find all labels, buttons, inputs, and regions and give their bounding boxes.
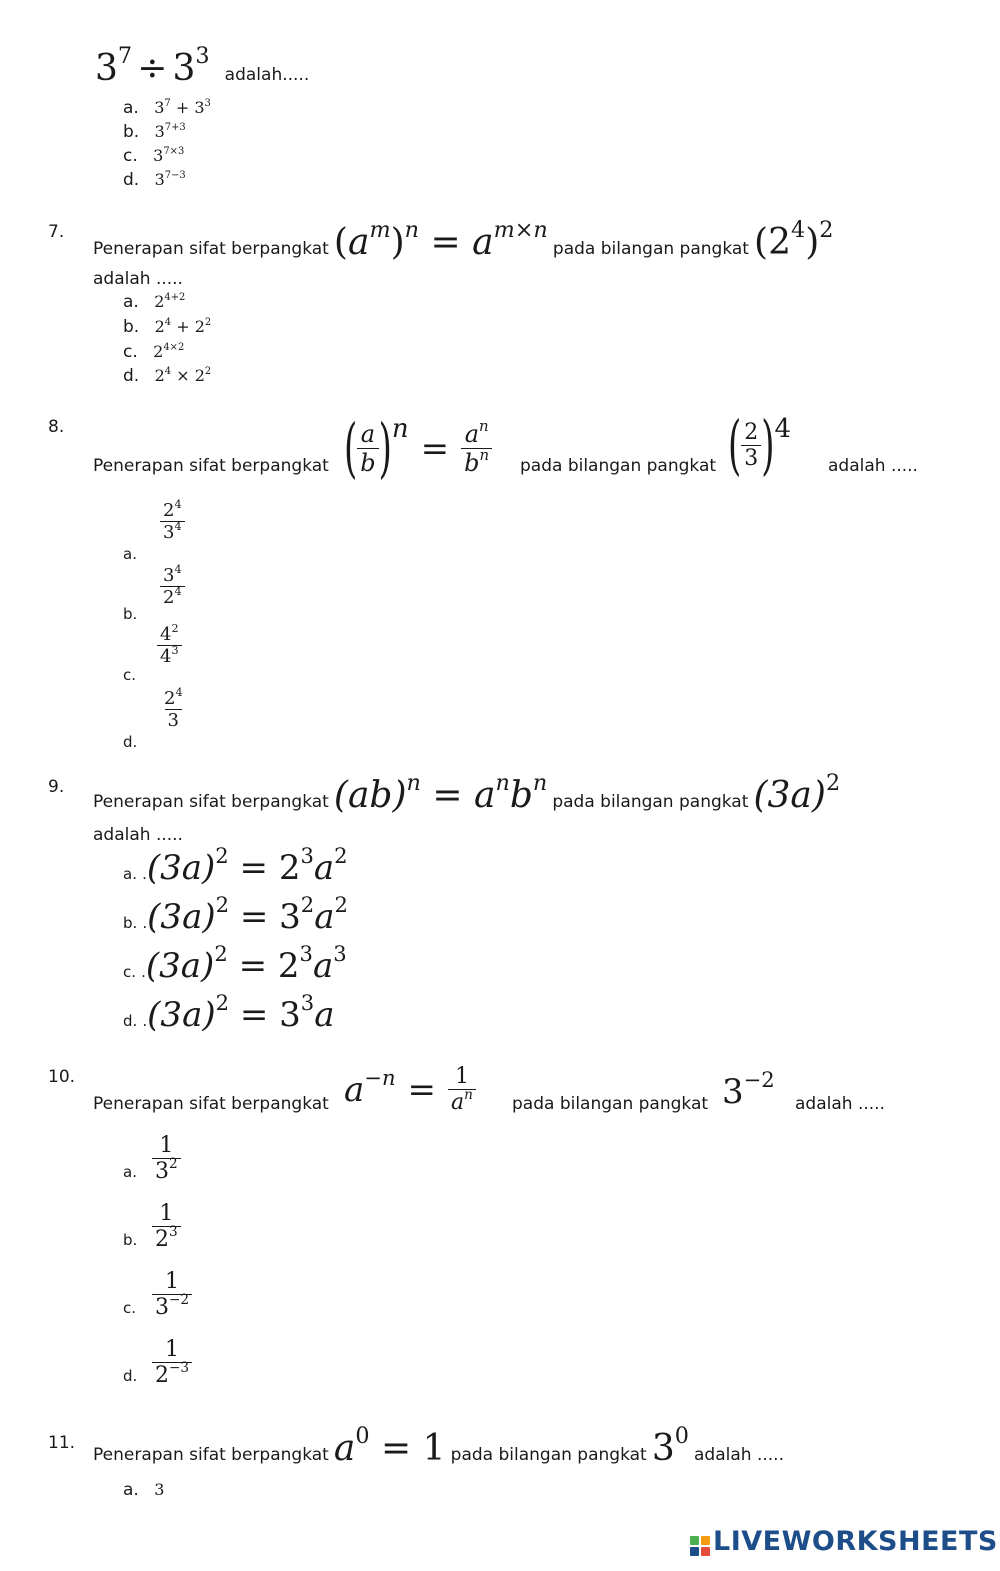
q10-option-b[interactable]: $\frac{1}{2^3}$: [152, 1201, 181, 1252]
q6-suffix: adalah.....: [224, 65, 310, 85]
q10-mid: pada bilangan pangkat: [512, 1094, 709, 1114]
liveworksheets-logo: [690, 1526, 998, 1557]
q10-option-d[interactable]: $\frac{1}{2^{-3}}$: [152, 1337, 192, 1388]
liveworksheets-logo-text: LIVEWORKSHEETS: [713, 1526, 998, 1557]
q10-option-c[interactable]: $\frac{1}{3^{-2}}$: [152, 1269, 192, 1320]
q9-option-b[interactable]: b. $.(3a)^2 = 3^2a^2$: [123, 892, 348, 937]
q7-option-d[interactable]: d. $2^4 \times 2^2$: [123, 365, 212, 386]
q8-option-c-label[interactable]: c.: [123, 666, 137, 684]
q8-option-d[interactable]: $\frac{2^4}{3}$: [164, 685, 183, 731]
q10-apply: $3^{-2}$: [722, 1067, 775, 1112]
q8-option-d-label[interactable]: d.: [123, 733, 138, 751]
q7-option-b[interactable]: b. $2^4 + 2^2$: [123, 316, 212, 337]
q10-option-b-label[interactable]: b.: [123, 1231, 138, 1249]
q8-lead: Penerapan sifat berpangkat: [93, 456, 329, 476]
q10-option-c-label[interactable]: c.: [123, 1299, 137, 1317]
liveworksheets-logo-icon: [690, 1536, 710, 1556]
q9-option-c[interactable]: c. $.(3a)^2 = 2^3a^3$: [123, 941, 347, 986]
q10-rule: $a^{-n}$ = $\frac{1}{a^n}$: [344, 1064, 476, 1115]
q10-option-a-label[interactable]: a.: [123, 1163, 137, 1181]
q8-option-c[interactable]: $\frac{4^2}{4^3}$: [157, 624, 182, 667]
q8-option-b-label[interactable]: b.: [123, 605, 138, 623]
option-label: d.: [123, 170, 140, 190]
q9-number: 9.: [48, 777, 65, 797]
q8-number: 8.: [48, 417, 65, 437]
q7-option-a[interactable]: a. $2^{4+2}$: [123, 291, 186, 312]
q10-number: 10.: [48, 1067, 76, 1087]
q6-option-a[interactable]: a. $3^7 + 3^3$: [123, 97, 211, 118]
q9-option-a[interactable]: a. $.(3a)^2 = 2^3a^2$: [123, 843, 348, 888]
q8-option-a[interactable]: $\frac{2^4}{3^4}$: [160, 500, 185, 543]
q11-option-a[interactable]: a. 3: [123, 1480, 165, 1500]
q6-expression: [95, 43, 310, 89]
q10-tail: adalah .....: [795, 1094, 885, 1114]
q7-stem: Penerapan sifat berpangkat $(a^m)^n = a^{m\times n}$ pada bilangan pangkat $(2^4)^2$: [93, 217, 834, 263]
q8-mid: pada bilangan pangkat: [520, 456, 717, 476]
q6-exp2: 3: [195, 43, 210, 70]
q6-option-d[interactable]: d. $3^{7-3}$: [123, 169, 186, 190]
q7-tail: adalah .....: [93, 269, 183, 289]
option-label: c.: [123, 146, 138, 166]
q9-stem: Penerapan sifat berpangkat $(ab)^n = a^nb^n$ pada bilangan pangkat $(3a)^2$: [93, 770, 841, 816]
option-label: b.: [123, 122, 140, 142]
q8-tail: adalah .....: [828, 456, 918, 476]
option-label: a.: [123, 98, 139, 118]
q10-lead: Penerapan sifat berpangkat: [93, 1094, 329, 1114]
q8-apply: ( $\frac{2}{3}$ ) 4: [728, 407, 792, 484]
q6-option-c[interactable]: c. $3^{7\times 3}$: [123, 145, 185, 166]
q10-option-a[interactable]: $\frac{1}{3^2}$: [152, 1133, 181, 1184]
q9-option-d[interactable]: d. $.(3a)^2 = 3^3a$: [123, 990, 335, 1035]
q6-base-2: 3: [172, 48, 196, 89]
q10-option-d-label[interactable]: d.: [123, 1367, 138, 1385]
q6-base: 3: [95, 48, 118, 89]
q6-operator: ÷: [137, 48, 168, 89]
q6-exp1: 7: [117, 43, 133, 70]
q11-number: 11.: [48, 1433, 76, 1453]
q8-rule: ( $\frac{a}{b}$ ) n = $\frac{a^n}{b^n}$: [344, 420, 492, 477]
q7-number: 7.: [48, 222, 65, 242]
q8-option-b[interactable]: $\frac{3^4}{2^4}$: [160, 565, 185, 608]
q9-tail: adalah .....: [93, 825, 183, 845]
q7-option-c[interactable]: c. $2^{4\times 2}$: [123, 341, 185, 362]
q11-stem: Penerapan sifat berpangkat $a^0 = 1$ pada bilangan pangkat $3^0$ adalah .....: [93, 1423, 784, 1469]
q6-option-b[interactable]: b. $3^{7+3}$: [123, 121, 186, 142]
q8-option-a-label[interactable]: a.: [123, 545, 137, 563]
